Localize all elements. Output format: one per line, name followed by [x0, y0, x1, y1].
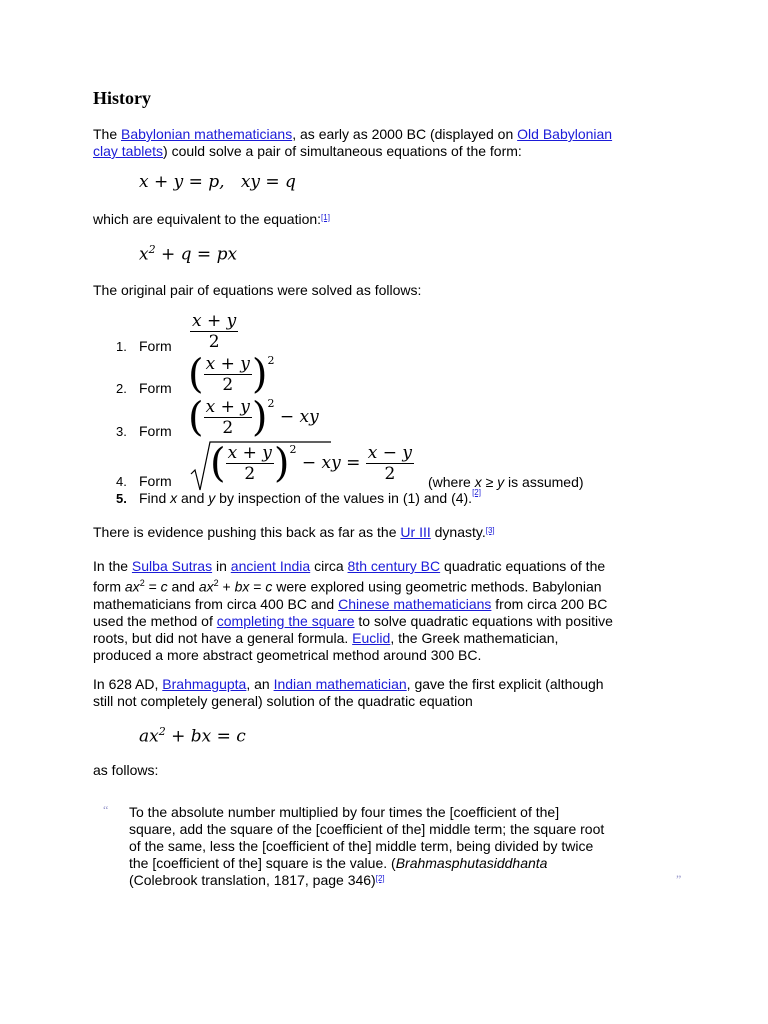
- blockquote: [129, 804, 669, 889]
- text: produced a more abstract geometrical method around 300 BC.: [93, 646, 482, 663]
- text: ) could solve a pair of simultaneous equations of the form:: [163, 143, 522, 159]
- step5-text: [139, 490, 481, 506]
- link-clay-tablets[interactable]: clay tablets: [93, 143, 164, 159]
- text: (where: [428, 474, 475, 490]
- equation-part: xy = q: [240, 172, 296, 192]
- text: , the Greek mathematician,: [390, 629, 559, 646]
- equation-part: + bx = c: [165, 726, 246, 747]
- fraction-numerator: x + y: [227, 443, 272, 463]
- paragraph-babylonian: [93, 126, 678, 160]
- text: from circa 200 BC: [491, 595, 608, 612]
- list-number: 1.: [116, 339, 127, 354]
- paragraph-as-follows: as follows:: [93, 762, 159, 778]
- text: is assumed): [504, 474, 584, 490]
- list-number: 3.: [116, 424, 127, 439]
- exponent: 2: [213, 578, 219, 588]
- equation-part: − xy: [301, 453, 341, 473]
- reference-link[interactable]: [1]: [321, 213, 330, 222]
- text: form: [93, 578, 125, 595]
- text: in: [212, 558, 231, 574]
- section-heading: History: [93, 88, 151, 108]
- quote-source-title: Brahmasphutasiddhanta: [395, 855, 548, 871]
- reference-link[interactable]: [3]: [485, 526, 495, 535]
- text: =: [144, 578, 161, 595]
- fraction-denominator: 2: [226, 463, 274, 484]
- equation-part: ax: [139, 726, 159, 747]
- quote-line: To the absolute number multiplied by four times the [coefficient of the]: [129, 804, 560, 820]
- text: were explored using geometric methods. Babylonian: [272, 578, 602, 595]
- quote-line: of the same, less the [coefficient of the] middle term, being divided by twice: [129, 838, 594, 854]
- text: In the: [93, 558, 132, 574]
- step3-formula: ( $\frac{x + y}{2}$ )$^2$ − xy: [188, 394, 319, 441]
- reference-link[interactable]: [2]: [472, 488, 481, 497]
- link-babylonian-mathematicians[interactable]: Babylonian mathematicians: [121, 126, 293, 142]
- step4-formula: ( $\frac{x + y}{2}$ )$^2$ − xy = $\frac{x - y}{2}$: [210, 440, 413, 487]
- text: and: [177, 490, 209, 506]
- text: quadratic equations of the: [440, 558, 606, 574]
- variable: y: [208, 490, 216, 506]
- exponent: 2: [158, 725, 166, 738]
- paragraph-original-pair: The original pair of equations were solved as follows:: [93, 282, 422, 298]
- text: circa: [310, 558, 348, 574]
- exponent: 2: [267, 397, 275, 410]
- text: mathematicians from circa 400 BC and: [93, 595, 339, 612]
- step2-formula: ( $\frac{x + y}{2}$ )$^2$: [188, 351, 275, 398]
- link-completing-the-square[interactable]: completing the square: [216, 612, 355, 629]
- list-number: 4.: [116, 474, 127, 489]
- form-label: Form: [139, 380, 172, 396]
- exponent: 2: [139, 578, 145, 588]
- quote-line: square, add the square of the [coefficient of the] middle term; the square root: [129, 821, 605, 837]
- text: ≥: [481, 474, 498, 490]
- text: dynasty.: [430, 524, 486, 540]
- open-quote-icon: “: [103, 803, 109, 817]
- fraction-denominator: 2: [366, 463, 414, 484]
- form-label: Form: [139, 473, 172, 489]
- text: used the method of: [93, 612, 217, 629]
- text: , gave the first explicit (although: [406, 676, 604, 692]
- text: , an: [246, 676, 274, 692]
- quote-line: (Colebrook translation, 1817, page 346): [129, 872, 376, 888]
- list-number: 5.: [116, 491, 127, 506]
- text: still not completely general) solution of the quadratic equation: [93, 693, 473, 709]
- step4-condition: [428, 474, 584, 490]
- link-sulba-sutras[interactable]: Sulba Sutras: [131, 558, 213, 574]
- text: to solve quadratic equations with positive: [354, 612, 613, 629]
- link-old-babylonian[interactable]: Old Babylonian: [517, 126, 613, 142]
- equation-simultaneous: [139, 172, 296, 192]
- fraction-denominator: 2: [204, 374, 252, 395]
- link-8th-century-bc[interactable]: 8th century BC: [347, 558, 441, 574]
- equation-ax2-bx-c: [139, 725, 246, 747]
- text: which are equivalent to the equation:: [93, 211, 322, 227]
- fraction-denominator: 2: [190, 331, 238, 352]
- list-number: 2.: [116, 381, 127, 396]
- quote-line: the [coefficient of the] square is the value. (: [129, 855, 396, 871]
- text: by inspection of the values in (1) and (4).: [215, 490, 473, 506]
- form-label: Form: [139, 338, 172, 354]
- text: roots, but did not have a general formula.: [93, 629, 353, 646]
- link-euclid[interactable]: Euclid: [352, 629, 391, 646]
- equation-part: − xy: [279, 407, 319, 427]
- variable: ax: [198, 578, 214, 595]
- paragraph-brahmagupta: [93, 676, 678, 710]
- variable: c: [160, 578, 168, 595]
- text: In 628 AD,: [93, 676, 163, 692]
- link-indian-mathematician[interactable]: Indian mathematician: [273, 676, 407, 692]
- text: Find: [139, 490, 171, 506]
- link-brahmagupta[interactable]: Brahmagupta: [162, 676, 247, 692]
- paragraph-equivalent: [93, 211, 678, 228]
- fraction-numerator: x + y: [192, 311, 237, 331]
- paragraph-ur-iii: [93, 524, 678, 541]
- fraction-denominator: 2: [204, 417, 252, 438]
- variable: c: [265, 578, 273, 595]
- paragraph-sulba-sutras: [93, 558, 678, 664]
- exponent: 2: [289, 443, 297, 456]
- fraction-numerator: x + y: [205, 397, 250, 417]
- equals-sign: =: [346, 453, 361, 473]
- form-label: Form: [139, 423, 172, 439]
- fraction-numerator: x + y: [205, 354, 250, 374]
- step1-formula: [190, 311, 238, 352]
- link-ancient-india[interactable]: ancient India: [230, 558, 311, 574]
- close-quote-icon: ”: [676, 872, 682, 886]
- text: +: [218, 578, 235, 595]
- reference-link[interactable]: [2]: [375, 874, 385, 883]
- equation-part: x + y = p,: [139, 172, 225, 192]
- equation-part: + q = px: [155, 244, 238, 265]
- text: and: [167, 578, 199, 595]
- fraction-numerator: x − y: [367, 443, 413, 463]
- equation-quadratic: [139, 243, 237, 265]
- text: The: [93, 126, 122, 142]
- variable: x: [474, 474, 482, 490]
- link-chinese-mathematicians[interactable]: Chinese mathematicians: [338, 595, 492, 612]
- text: There is evidence pushing this back as far as the: [93, 524, 401, 540]
- variable: bx: [234, 578, 250, 595]
- variable: y: [497, 474, 505, 490]
- text: , as early as 2000 BC (displayed on: [292, 126, 518, 142]
- equation-part: x: [139, 244, 149, 265]
- exponent: 2: [267, 354, 275, 367]
- exponent: 2: [148, 243, 156, 256]
- variable: ax: [124, 578, 140, 595]
- variable: x: [170, 490, 178, 506]
- text: =: [249, 578, 266, 595]
- link-ur-iii[interactable]: Ur III: [400, 524, 431, 540]
